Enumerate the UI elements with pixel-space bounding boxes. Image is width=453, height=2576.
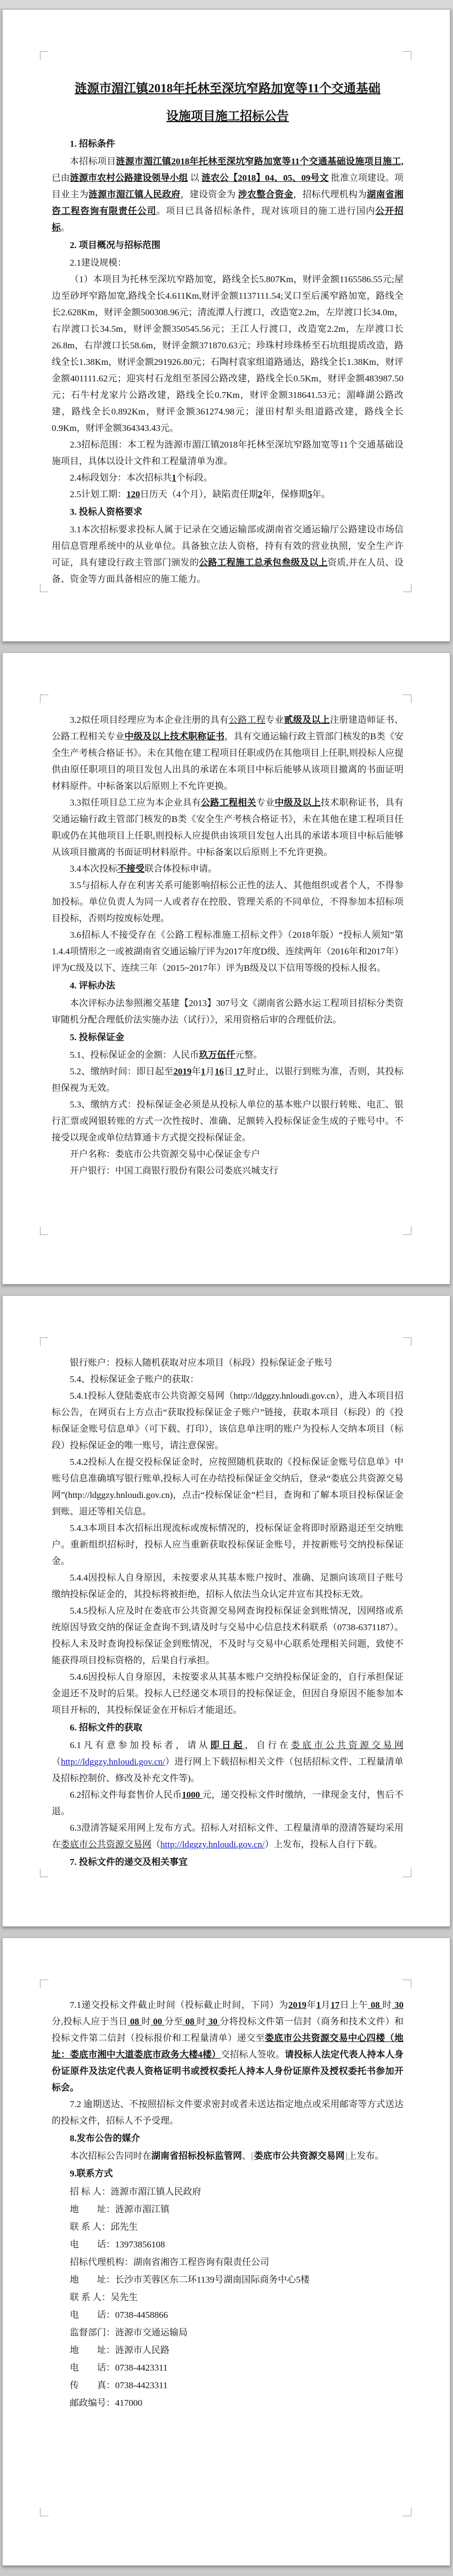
paragraph (52, 2096, 403, 2129)
text-run: 2019 (288, 2000, 307, 2010)
paragraph (52, 1063, 403, 1096)
document-title-line: 设施项目施工招标公告 (166, 109, 289, 123)
text-run: 传 真：0738-4423311 (70, 2380, 168, 2390)
text-boundary-mark (40, 1226, 48, 1235)
contact-line (52, 2394, 403, 2412)
text-run: 联 系 人：邱先生 (70, 2222, 138, 2232)
text-run: 120 (126, 489, 140, 499)
text-run: 月 (320, 2000, 331, 2010)
text-run: 湖南省湘咨工程咨询有限责任公司 (52, 189, 404, 216)
paragraph (52, 2148, 403, 2164)
text-boundary-mark (403, 584, 411, 592)
paragraph (52, 271, 403, 436)
text-run: 交招标人签收。 (221, 2049, 285, 2060)
contact-line (52, 2359, 403, 2376)
text-run: 08 (368, 2000, 383, 2010)
text-run: 17 (233, 1066, 247, 1076)
document-page-1 (2, 9, 450, 642)
paragraph (52, 486, 403, 503)
text-run: 专业 (256, 797, 275, 808)
text-run: 30 (392, 2000, 404, 2010)
text-run: 不接受 (117, 864, 145, 874)
text-run: 6.2招标文件每套售价人民币 (70, 1790, 182, 1800)
text-run: 元，递交投标文件时缴纳，一律现金支付，售后不退。 (52, 1790, 404, 1816)
text-run: 3.5与招标人存在利害关系可能影响招标公正性的法人、其他组织或者个人，不得参加投标。单位负责人为同一人或者存在控股、管理关系的不同单位，不得参加本招标项目投标，否则均按废标处理。 (52, 880, 403, 923)
contact-line (52, 2288, 403, 2306)
text-run: ）上发布，投标人自行下载。 (264, 1839, 383, 1849)
text-run: 2.3招标范围：本工程为涟源市湄江镇2018年托林至深坑窄路加宽等11个交通基础设施项目，具体以设计文件和工程量清单为准。 (52, 440, 403, 466)
text-run: 监督部门：涟源市交通运输局 (70, 2327, 188, 2338)
text-run: 开户银行：中国工商银行股份有限公司娄底兴城支行 (70, 1166, 278, 1176)
contact-line (52, 2218, 403, 2236)
text-run: 年。 (312, 489, 330, 499)
paragraph (52, 1569, 403, 1602)
text-run: 1 (200, 1066, 206, 1076)
text-run: 涟农公【2018】04、05、09号文 (201, 173, 329, 183)
text-run: 日历天（4个月），缺陷责任期 (140, 489, 258, 499)
text-run: 地 址：涟源市人民路 (70, 2345, 169, 2355)
text-run: 年，保修期 (262, 489, 308, 499)
text-run: 时 (197, 2016, 206, 2027)
text-run: 涟源市湄江镇2018年托林至深坑窄路加宽等11个交通基础设施项目施工, (116, 156, 404, 166)
text-run: 5.4.5投标人应及时在娄底市公共资源交易网查询投标保证金到账情况，因网络或系统原因导致交纳的保证金查询不到,请及时与交易中心信息技术科联系（0738-6371187）。投标人未及时查询投标保证金到账情况，不及时与交易中心联系处理相关问题，致使不能获得项目投标资格的，后果自行承担。 (52, 1606, 403, 1665)
page-content (52, 1354, 403, 1871)
text-run: 08 (127, 2016, 142, 2027)
text-run: 娄底市公共资源交易网 (254, 2151, 345, 2161)
text-run: 娄底市公共资源交易网 (290, 1740, 404, 1750)
section-heading (52, 1854, 403, 1870)
text-boundary-mark (40, 695, 48, 703)
text-run: 3. 投标人资格要求 (70, 507, 142, 517)
text-run: 。项目已具备招标条件，现对该项目的施工进行国内 (156, 206, 376, 216)
text-run: 30 (206, 2016, 220, 2027)
text-run: ，具有交通运输行政主管部门核发的B类《安全生产考核合格证书》。未在其他在建工程项目任职或仍在其他项目上任职,则投标人应提供由原任职项目的项目发包人出具的承诺在本项目中标后能够从该项目撤离的书面证明材料原件。中标备案以后原则上不允许更换。 (52, 731, 404, 791)
text-run: 1 (172, 473, 176, 483)
text-run: 3.3拟任项目总工应为本企业具有 (70, 797, 201, 808)
text-run: 年 (191, 1066, 201, 1076)
paragraph (52, 1387, 403, 1454)
contact-line (52, 2253, 403, 2271)
text-boundary-mark (40, 51, 48, 60)
document-title (52, 75, 403, 130)
section-heading (52, 1719, 403, 1736)
paragraph (52, 1454, 403, 1520)
text-run: 9.联系方式 (70, 2168, 113, 2179)
paragraph (52, 877, 403, 927)
contact-line (52, 2200, 403, 2218)
text-run: 已由 (52, 173, 70, 183)
text-run: 联 系 人：吴先生 (70, 2292, 138, 2302)
section-heading (52, 135, 403, 152)
text-run: 1000 (182, 1790, 203, 1800)
text-run: 娄底市公共资源交易中心四楼（地址：娄底市湘中大道娄底市政务大楼4楼） (52, 2033, 403, 2060)
text-run: 上发布。 (347, 2151, 384, 2161)
text-run: 涟源市农村公路建设领导小组 (70, 173, 188, 183)
bookmark-bracket: [ (251, 2151, 254, 2161)
paragraph (52, 927, 403, 976)
text-run: 8.发布公告的媒介 (70, 2133, 140, 2143)
text-boundary-mark (403, 2508, 411, 2516)
hyperlink[interactable]: http://ldggzy.hnloudi.gov.cn/ (61, 1757, 165, 1767)
text-run: 电 话：13973856108 (70, 2239, 165, 2250)
text-run: （ (151, 1839, 160, 1849)
paragraph (52, 1997, 403, 2096)
text-run: ，招标代理机构为 (293, 189, 367, 200)
text-run: 玖万伍仟 (199, 1050, 236, 1060)
text-run: 分至 (164, 2016, 183, 2027)
text-run: 5.4.2投标人在提交投标保证金时，应按照随机获取的《投标保证金账号信息单》中账号信息准确填写银行账单,投标人可在办结投标保证金交纳后，登录“娄底公共资源交易网”(http://ldggzy.hnloudi.gov.cn)，点击“投标保证金”栏目，查询和了解本项目投标保证金到账、退还等相关信息。 (52, 1457, 403, 1517)
text-boundary-mark (403, 1337, 411, 1346)
text-run: 请投标人法定代表人持本人身份证原件及法定代表人资格证明书或授权委托人持本人身份证原件及授权委托书参加开标会。 (52, 2049, 404, 2093)
paragraph (52, 1787, 403, 1820)
paragraph (52, 1602, 403, 1669)
text-run: 年 (306, 2000, 317, 2010)
text-run: 5.4.3本项目本次招标出现流标或废标情况的，投标保证金将即时原路退还至交纳账户。重新组织招标时，投标人应当重新获取投标保证金账号，并按新账号交纳投标保证金。 (52, 1523, 403, 1566)
text-boundary-mark (403, 1980, 411, 1988)
text-run: 2.1建设规模： (70, 258, 127, 268)
text-run: 分,投标人应于当日 (52, 2016, 128, 2027)
text-run: 地 址：长沙市芙蓉区东二环1139号湖南国际商务中心5楼 (70, 2275, 310, 2285)
section-heading (52, 504, 403, 520)
text-run: 6.3澄清答疑采用网上发布方式。招标人对招标文件、工程量清单的澄清答疑均采用在 (52, 1823, 403, 1849)
text-run: 7.2 逾期送达、不按照招标文件要求密封或者未送达指定地点或采用邮寄等方式送达的投标文件，招标人不予受理。 (52, 2099, 403, 2126)
text-run: 分将投标文件第一信封（商务和技术文件）和投标文件第二信封（投标报价和工程量清单）递交至 (52, 2016, 404, 2043)
paragraph (52, 995, 403, 1028)
text-run: 地 址：涟源市湄江镇 (70, 2204, 169, 2214)
paragraph (52, 860, 403, 877)
text-run: 中级及以上技术职称证书 (124, 731, 225, 741)
document-page-2 (2, 652, 450, 1285)
contact-line (52, 2271, 403, 2288)
text-run: 即日起 (210, 1740, 245, 1750)
section-heading (52, 1029, 403, 1046)
paragraph (52, 521, 403, 587)
contact-line (52, 2306, 403, 2324)
text-run: （ (52, 1757, 61, 1767)
text-run: 5.4.1投标人登陆娄底市公共资源交易网（http://ldggzy.hnloudi.gov.cn），进入本项目招标公告，在网页右上方点击“获取投标保证金子账户”链接，获取本项目（标段）的《投标保证金账号信息单》（可下载、打印），该信息单注明的账户为投标人交纳本项目（标段）投标保证金的唯一账号，请注意保密。 (52, 1391, 403, 1450)
text-run: ）进行网上下载招标相关文件（包括招标文件、工程量清单及招标控制价、修改及补充文件等)。 (52, 1757, 404, 1783)
text-run: 银行账户：投标人随机获取对应本项目（标段）投标保证金子账号 (70, 1358, 333, 1368)
text-run: 贰级及以上 (284, 715, 330, 725)
text-run: 、 (242, 2151, 251, 2161)
paragraph (52, 469, 403, 486)
text-run: 00 (150, 2016, 165, 2027)
text-run: 5.3、缴纳方式：投标保证金必须是从投标人单位的基本账户以银行转账、电汇、银行汇票或网银转账的方式一次性按时、准确、足额转入投标保证金生成的子账号中。不接受以现金或单位结算通卡方式提交投标保证金。 (52, 1099, 403, 1143)
text-run: 公路工程施工总承包叁级及以上 (199, 557, 328, 568)
text-run: 日 (223, 1066, 233, 1076)
text-boundary-mark (403, 695, 411, 703)
text-run: 2019 (173, 1066, 192, 1076)
paragraph (52, 712, 403, 794)
page-content (52, 712, 403, 1179)
text-run: 5.4、投标保证金子账户的获取： (70, 1374, 199, 1384)
text-boundary-mark (40, 1337, 48, 1346)
document-title-line: 涟源市湄江镇2018年托林至深坑窄路加宽等11个交通基础 (75, 82, 381, 95)
text-run: 公开招标 (52, 206, 404, 233)
text-run: 7. 投标文件的递交及相关事宜 (70, 1857, 188, 1867)
paragraph (52, 254, 403, 271)
paragraph (52, 1354, 403, 1371)
paragraph (52, 1669, 403, 1718)
text-run: 时 (141, 2016, 151, 2027)
text-run: 3.6招标人不接受存在《公路工程标准施工招标文件》（2018年版）“投标人须知”第1.4.4项情形之一或被湖南省交通运输厅评为2017年度D级、连续两年（2016年和2017年）评为C级及以下、连续三年（2015~2017年）评为B级及以下信用等级的投标人报名。 (52, 930, 403, 973)
text-run: 2.5计划工期： (70, 489, 127, 499)
text-run: ，自行在 (245, 1740, 291, 1750)
text-run: 2 (257, 489, 263, 499)
text-boundary-mark (40, 2508, 48, 2516)
paragraph (52, 1371, 403, 1387)
text-run: 元整。 (235, 1050, 263, 1060)
paragraph (52, 1820, 403, 1853)
text-run: 注册建造师证书、公路工程相关专业 (52, 715, 404, 741)
text-run: 湖南省招标投标监管网 (151, 2151, 242, 2161)
paragraph (52, 153, 403, 236)
paragraph (52, 794, 403, 860)
text-run: 本招标项目 (70, 156, 116, 166)
text-run: 涉农整合资金 (238, 189, 294, 200)
contact-line (52, 2236, 403, 2253)
text-run: 6. 招标文件的获取 (70, 1722, 142, 1733)
paragraph (52, 1520, 403, 1569)
text-run: 邮政编号：417000 (70, 2398, 142, 2408)
hyperlink[interactable]: http://ldggzy.hnloudi.gov.cn/ (160, 1839, 265, 1849)
text-run: 3.2拟任项目经理应为本企业注册的具有 (70, 715, 229, 725)
text-run: 娄底市公共资源交易网 (61, 1839, 151, 1849)
text-run: 中级及以上 (274, 797, 321, 808)
text-run: （1）本项目为托林至深坑窄路加宽，路线全长5.807Km，财评金额1165586.55元;屋边至砂坪窄路加宽,路线全长4.611Km,财评金额1137111.54;叉口至后溪窄路加宽，路线全长2.628Km，财评金额500308.96元；清流潭人行渡口，改造宽2.2m，左岸渡口长34.0m，右岸渡口长34.5m，财评金额350545.56元；王江人行渡口，改造宽2.2m，左岸渡口长26.8m，右岸渡口长58.6m，财评金额371870.63元；珍珠村珍珠桥至石坑组提质改造，路线全长1.38Km，财评金额291926.80元；石陶村袁家组道路通达，路线全长1.38Km，财评金额401111.62元；迎宾村石龙组至茶园公路改建，路线全长0.5Km，财评金额483987.50元；石牛村龙家片公路改建，路线全长0.7Km，财评金额318641.53元；湄峰湖公路改建，路线全长0.892Km，财评金额361274.98元；湴田村犁头组道路改建，路线全长0.9Km，财评金额364343.43元。 (52, 274, 403, 433)
text-boundary-mark (403, 1226, 411, 1235)
text-run: 个标段。 (176, 473, 213, 483)
text-run: 1. 招标条件 (70, 139, 115, 149)
text-run: 日上午 (339, 2000, 368, 2010)
contact-line (52, 2376, 403, 2394)
text-run: 时 (382, 2000, 392, 2010)
text-run: 电 话：0738-4423311 (70, 2363, 168, 2373)
text-run: 批准立项建设。项目业主为 (52, 173, 404, 200)
paragraph (52, 1146, 403, 1162)
contact-line (52, 2183, 403, 2200)
bookmark-bracket: ] (344, 2151, 348, 2161)
contact-line (52, 2324, 403, 2341)
text-run: 招标代理机构：湖南省湘咨工程咨询有限责任公司 (70, 2257, 269, 2267)
text-run: ，建设资金为 (180, 189, 238, 200)
text-run: 时止，以银行到账为准，否则，其投标担保视为无效。 (52, 1066, 404, 1093)
text-run: 5.4.6因投标人自身原因，未按要求从其基本账户交纳投标保证金的，自行承担保证金退还不及时的后果。投标人已经递交本项目的投标保证金，但因自身原因不能参加本项目开标的，其投标保证金在开标后才能退还。 (52, 1672, 403, 1715)
contact-line (52, 2341, 403, 2359)
text-boundary-mark (40, 1980, 48, 1988)
paragraph (52, 1047, 403, 1063)
text-run: 16 (214, 1066, 224, 1076)
document-page-4 (2, 1937, 450, 2566)
section-heading (52, 977, 403, 994)
section-heading (52, 2130, 403, 2147)
text-boundary-mark (403, 51, 411, 60)
text-run: 以 (188, 173, 202, 183)
text-run: 公路工程 (229, 715, 266, 725)
text-run: 5 (308, 489, 312, 499)
text-boundary-mark (40, 1869, 48, 1877)
text-boundary-mark (403, 1869, 411, 1877)
text-run: 电 话：0738-4458866 (70, 2310, 168, 2320)
text-run: 开户名称：娄底市公共资源交易中心保证金专户 (70, 1149, 260, 1159)
text-run: 。 (61, 222, 70, 233)
text-run: 1 (316, 2000, 321, 2010)
paragraph (52, 1737, 403, 1787)
text-run: 招 标 人：涟源市湄江镇人民政府 (70, 2187, 201, 2197)
page-content (52, 65, 403, 587)
text-run: 3.1本次招标要求投标人属于记录在交通运输部或湖南省交通运输厅公路建设市场信用信息管理系统中的从业单位。具备独立法人资格，持有有效的营业执照，安全生产许可证，具有建设行政主管部门颁发的 (52, 524, 403, 568)
section-heading (52, 237, 403, 253)
text-run: 7.1递交投标文件截止时间（投标截止时间，下同）为 (70, 2000, 289, 2010)
document-page-3 (2, 1295, 450, 1927)
text-run: 5.1、投标保证金的金额：人民币 (70, 1050, 199, 1060)
paragraph (52, 436, 403, 469)
text-run: 6.1凡有意参加投标者，请从 (70, 1740, 211, 1750)
text-run: 17 (330, 2000, 340, 2010)
text-run: 5.4.4因投标人自身原因，未按要求从其基本账户按时、准确、足额向该项目子账号缴纳投标保证金的，其投标将被拒绝，招标人依法当众认定并宣布其投标无效。 (52, 1573, 403, 1599)
text-run: 5. 投标保证金 (70, 1032, 124, 1042)
text-boundary-mark (40, 584, 48, 592)
text-run: 联合体投标申请。 (144, 864, 217, 874)
text-run: 2.4标段划分：本次招标共 (70, 473, 172, 483)
text-run: 专业 (265, 715, 284, 725)
text-run: 资质,并在人员、设备、资金等方面具备相应的施工能力。 (52, 557, 404, 584)
text-run: 08 (183, 2016, 197, 2027)
page-content (52, 1997, 403, 2412)
text-run: 公路工程相关 (201, 797, 256, 808)
paragraph (52, 1096, 403, 1146)
text-run: 4. 评标办法 (70, 980, 115, 991)
paragraph (52, 1162, 403, 1179)
text-run: 5.2、缴纳时间：即日起至 (70, 1066, 174, 1076)
text-run: 月 (205, 1066, 215, 1076)
text-run: 本次评标办法参照湘交基建【2013】307号文《湖南省公路水运工程项目招标分类资审随机分配合理低价法实施办法（试行）》，采用资格后审的合理低价法。 (52, 998, 403, 1025)
text-run: 本次招标公告同时在 (70, 2151, 151, 2161)
text-run: 技术职称证书，具有交通运输行政主管部门核发的B类《安全生产考核合格证书》，未在其他在建工程项目任职或仍在其他项目上任职,则投标人应提供由该项目发包人出具的承诺本项目中标后能够从该项目撤离的书面证明材料原件。中标备案以后原则上不允许更换。 (52, 797, 404, 857)
section-heading (52, 2165, 403, 2182)
text-run: 2. 项目概况与招标范围 (70, 240, 160, 250)
text-run: 3.4本次投标 (70, 864, 118, 874)
text-run: 涟源市湄江镇人民政府 (88, 189, 181, 200)
